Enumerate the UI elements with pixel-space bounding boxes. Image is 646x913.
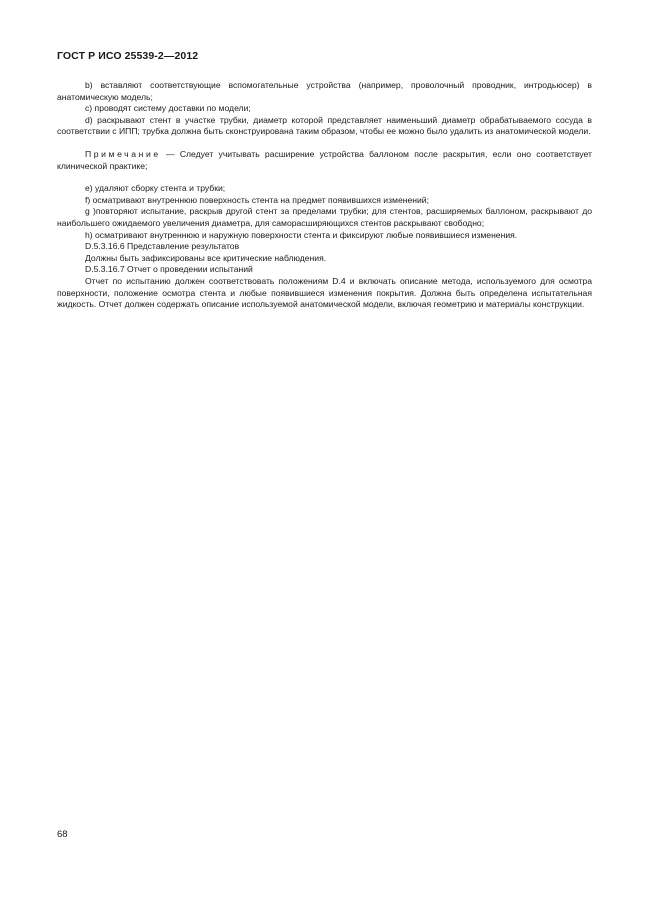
- list-item-c: c) проводят систему доставки по модели;: [85, 103, 251, 114]
- document-header-title: ГОСТ Р ИСО 25539-2—2012: [57, 50, 199, 62]
- note-text: — Следует учитывать расширение устройства баллоном после раскрытия, если оно соответствует клинической практике;: [57, 148, 592, 171]
- report-paragraph: Отчет по испытанию должен соответствовать положениям D.4 и включать описание метода, используемого для осмотра поверхности, положение осмотра стента и любые появившиеся изменения покрытия. Должна быть определена испытательная жидкость. Отчет должен содержать описание используемой анатомической модели, включая геометрию и материалы конструкции.: [57, 275, 592, 310]
- note-label: Примечание: [85, 148, 161, 159]
- paragraph-spacer: [57, 138, 592, 149]
- section-heading-report: D.5.3.16.7 Отчет о проведении испытаний: [85, 264, 253, 275]
- list-item-d: d) раскрывают стент в участке трубки, диаметр которой представляет наименьший диаметр обрабатываемого сосуда в соответствии с ИПП; трубка должна быть сконструирована таким образом, чтобы ее можно было удалить из анатомической модели.: [57, 114, 592, 137]
- list-item-b: b) вставляют соответствующие вспомогательные устройства (например, проволочный проводник, интродьюсер) в анатомическую модель;: [57, 80, 592, 102]
- list-item-f: f) осматривают внутреннюю поверхность стента на предмет появившихся изменений;: [85, 194, 429, 205]
- results-paragraph: Должны быть зафиксированы все критические наблюдения.: [85, 252, 327, 263]
- list-item-e: e) удаляют сборку стента и трубки;: [85, 183, 226, 194]
- document-body: [57, 80, 592, 311]
- list-item-g: g )повторяют испытание, раскрыв другой стент за пределами трубки; для стентов, расширяемых баллоном, раскрывают до наибольшего ожидаемого увеличения диаметра, для саморасширяющихся стентов раскрывают свободно;: [57, 206, 592, 228]
- page-number: 68: [57, 829, 68, 840]
- list-item-h: h) осматривают внутреннюю и наружную поверхности стента и фиксируют любые появившиеся изменения.: [85, 229, 518, 240]
- note-paragraph: [57, 149, 592, 172]
- paragraph-spacer: [57, 172, 592, 183]
- section-heading-results: D.5.3.16.6 Представление результатов: [85, 241, 240, 252]
